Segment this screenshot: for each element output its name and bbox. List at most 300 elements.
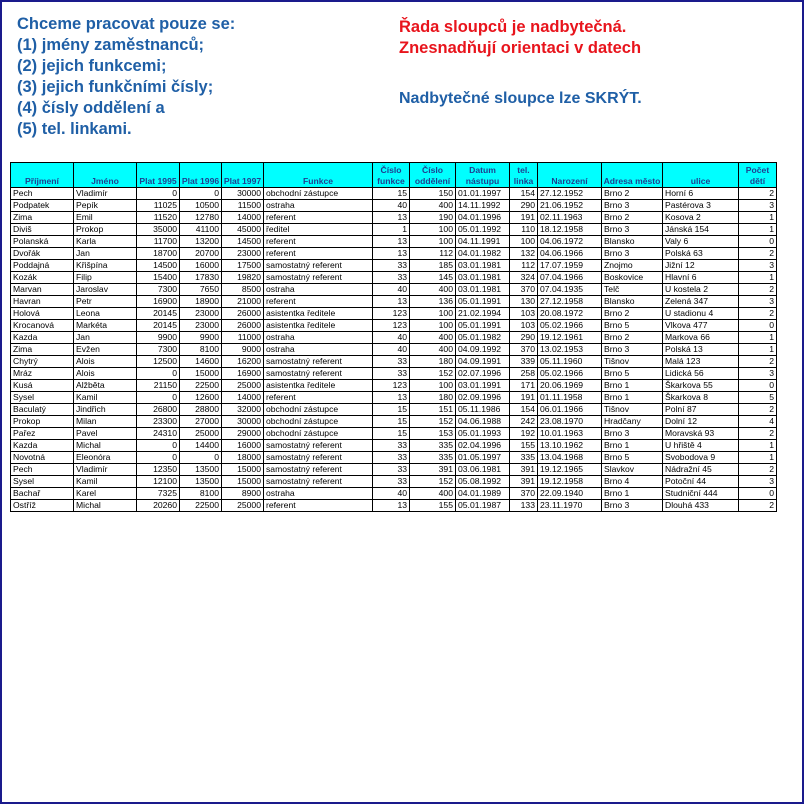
table-cell[interactable]: Slavkov (602, 464, 663, 476)
table-row[interactable] (11, 500, 777, 512)
table-cell[interactable]: 32000 (222, 404, 264, 416)
table-cell[interactable]: 123 (373, 320, 410, 332)
table-cell[interactable]: 2 (739, 428, 777, 440)
table-cell[interactable]: 151 (410, 404, 456, 416)
table-cell[interactable]: 1 (739, 332, 777, 344)
table-row[interactable] (11, 200, 777, 212)
table-cell[interactable]: 33 (373, 368, 410, 380)
table-cell[interactable]: Filip (74, 272, 137, 284)
table-cell[interactable]: Boskovice (602, 272, 663, 284)
table-cell[interactable]: 12600 (180, 392, 222, 404)
column-header[interactable]: Číslo funkce (373, 163, 410, 188)
table-cell[interactable]: 12500 (137, 356, 180, 368)
table-cell[interactable]: Novotná (11, 452, 74, 464)
table-cell[interactable]: 33 (373, 452, 410, 464)
table-cell[interactable]: 258 (510, 368, 538, 380)
table-cell[interactable]: 1 (739, 272, 777, 284)
table-cell[interactable]: 13 (373, 212, 410, 224)
table-cell[interactable]: 2 (739, 308, 777, 320)
table-cell[interactable]: obchodní zástupce (264, 188, 373, 200)
table-cell[interactable]: Jaroslav (74, 284, 137, 296)
table-cell[interactable]: 13 (373, 392, 410, 404)
table-cell[interactable]: Karel (74, 488, 137, 500)
table-cell[interactable]: 11500 (222, 200, 264, 212)
table-cell[interactable]: 370 (510, 344, 538, 356)
table-cell[interactable]: samostatný referent (264, 272, 373, 284)
table-cell[interactable]: 242 (510, 416, 538, 428)
table-cell[interactable]: Jindřich (74, 404, 137, 416)
table-cell[interactable]: Brno 2 (602, 332, 663, 344)
table-cell[interactable]: samostatný referent (264, 356, 373, 368)
table-cell[interactable]: 23.11.1970 (538, 500, 602, 512)
table-cell[interactable]: 20260 (137, 500, 180, 512)
table-cell[interactable]: 400 (410, 332, 456, 344)
table-cell[interactable]: 26000 (222, 320, 264, 332)
table-cell[interactable]: 0 (739, 236, 777, 248)
table-cell[interactable]: 1 (739, 452, 777, 464)
column-header[interactable]: Plat 1995 (137, 163, 180, 188)
table-cell[interactable]: U hřiště 4 (663, 440, 739, 452)
table-cell[interactable]: 40 (373, 344, 410, 356)
table-cell[interactable]: 339 (510, 356, 538, 368)
table-cell[interactable]: Brno 1 (602, 440, 663, 452)
table-cell[interactable]: 14000 (222, 212, 264, 224)
table-cell[interactable]: 18700 (137, 248, 180, 260)
table-row[interactable] (11, 284, 777, 296)
table-cell[interactable]: 20700 (180, 248, 222, 260)
table-cell[interactable]: Hlavní 6 (663, 272, 739, 284)
table-cell[interactable]: 191 (510, 212, 538, 224)
table-cell[interactable]: obchodní zástupce (264, 428, 373, 440)
table-cell[interactable]: Polská 13 (663, 344, 739, 356)
table-cell[interactable]: Jánská 154 (663, 224, 739, 236)
table-cell[interactable]: Křišpína (74, 260, 137, 272)
table-cell[interactable]: U kostela 2 (663, 284, 739, 296)
table-cell[interactable]: 33 (373, 272, 410, 284)
table-cell[interactable]: 7300 (137, 344, 180, 356)
column-header[interactable]: Adresa město (602, 163, 663, 188)
table-cell[interactable]: Brno 3 (602, 248, 663, 260)
table-cell[interactable]: 153 (410, 428, 456, 440)
column-header[interactable]: Plat 1997 (222, 163, 264, 188)
table-cell[interactable]: 03.06.1981 (456, 464, 510, 476)
table-cell[interactable]: Kamil (74, 476, 137, 488)
table-cell[interactable]: obchodní zástupce (264, 404, 373, 416)
table-cell[interactable]: Pavel (74, 428, 137, 440)
table-cell[interactable]: 02.11.1963 (538, 212, 602, 224)
table-cell[interactable]: 12780 (180, 212, 222, 224)
table-cell[interactable]: 15 (373, 404, 410, 416)
table-cell[interactable]: 15000 (180, 368, 222, 380)
table-cell[interactable]: 21.06.1952 (538, 200, 602, 212)
table-cell[interactable]: 14500 (137, 260, 180, 272)
table-row[interactable] (11, 248, 777, 260)
table-cell[interactable]: 391 (510, 476, 538, 488)
table-cell[interactable]: 22500 (180, 380, 222, 392)
table-cell[interactable]: Alois (74, 356, 137, 368)
table-cell[interactable]: Pech (11, 464, 74, 476)
table-cell[interactable]: 02.04.1996 (456, 440, 510, 452)
table-cell[interactable]: 8900 (222, 488, 264, 500)
table-cell[interactable]: 23.08.1970 (538, 416, 602, 428)
table-cell[interactable]: 14.11.1992 (456, 200, 510, 212)
table-cell[interactable]: Petr (74, 296, 137, 308)
table-cell[interactable]: 15000 (222, 476, 264, 488)
table-cell[interactable]: referent (264, 248, 373, 260)
table-row[interactable] (11, 428, 777, 440)
table-cell[interactable]: 0 (739, 320, 777, 332)
table-row[interactable] (11, 308, 777, 320)
table-cell[interactable]: 06.01.1966 (538, 404, 602, 416)
table-cell[interactable]: 27000 (180, 416, 222, 428)
table-cell[interactable]: 02.07.1996 (456, 368, 510, 380)
table-cell[interactable]: 2 (739, 248, 777, 260)
table-cell[interactable]: 9900 (180, 332, 222, 344)
table-cell[interactable]: Dlouhá 433 (663, 500, 739, 512)
table-cell[interactable]: Vlkova 477 (663, 320, 739, 332)
table-cell[interactable]: 02.09.1996 (456, 392, 510, 404)
table-cell[interactable]: 8100 (180, 344, 222, 356)
table-cell[interactable]: Pastérova 3 (663, 200, 739, 212)
table-cell[interactable]: 14400 (180, 440, 222, 452)
table-cell[interactable]: 290 (510, 200, 538, 212)
table-cell[interactable]: Zima (11, 344, 74, 356)
table-cell[interactable]: 335 (410, 452, 456, 464)
table-cell[interactable]: 391 (410, 464, 456, 476)
table-cell[interactable]: 25000 (222, 500, 264, 512)
table-cell[interactable]: 24310 (137, 428, 180, 440)
table-cell[interactable]: 154 (510, 404, 538, 416)
table-cell[interactable]: 23300 (137, 416, 180, 428)
table-cell[interactable]: Brno 5 (602, 452, 663, 464)
table-cell[interactable]: Pech (11, 188, 74, 200)
table-cell[interactable]: Krocanová (11, 320, 74, 332)
table-cell[interactable]: referent (264, 296, 373, 308)
table-cell[interactable]: 17500 (222, 260, 264, 272)
table-cell[interactable]: 13500 (180, 464, 222, 476)
table-cell[interactable]: 13.04.1968 (538, 452, 602, 464)
table-cell[interactable]: 4 (739, 416, 777, 428)
table-cell[interactable]: Jižní 12 (663, 260, 739, 272)
table-cell[interactable]: 7300 (137, 284, 180, 296)
table-cell[interactable]: 3 (739, 296, 777, 308)
table-cell[interactable]: Polní 87 (663, 404, 739, 416)
table-cell[interactable]: 154 (510, 188, 538, 200)
table-cell[interactable]: 40 (373, 200, 410, 212)
table-cell[interactable]: Kazda (11, 440, 74, 452)
table-cell[interactable]: Michal (74, 500, 137, 512)
column-header[interactable]: Narození (538, 163, 602, 188)
table-cell[interactable]: Brno 1 (602, 380, 663, 392)
table-cell[interactable]: U stadionu 4 (663, 308, 739, 320)
table-cell[interactable]: samostatný referent (264, 260, 373, 272)
table-cell[interactable]: 324 (510, 272, 538, 284)
table-cell[interactable]: 05.08.1992 (456, 476, 510, 488)
table-cell[interactable]: Ostříž (11, 500, 74, 512)
table-cell[interactable]: Poddajná (11, 260, 74, 272)
table-cell[interactable]: 25000 (180, 428, 222, 440)
table-cell[interactable]: 400 (410, 488, 456, 500)
table-cell[interactable]: 110 (510, 224, 538, 236)
table-cell[interactable]: 40 (373, 332, 410, 344)
table-cell[interactable]: 33 (373, 356, 410, 368)
table-cell[interactable]: Markéta (74, 320, 137, 332)
table-cell[interactable]: 11700 (137, 236, 180, 248)
table-cell[interactable]: 19.12.1958 (538, 476, 602, 488)
table-cell[interactable]: 14500 (222, 236, 264, 248)
table-cell[interactable]: 01.01.1997 (456, 188, 510, 200)
table-cell[interactable]: 04.11.1991 (456, 236, 510, 248)
table-cell[interactable]: 0 (180, 452, 222, 464)
column-header[interactable]: Číslo oddělení (410, 163, 456, 188)
table-cell[interactable]: Dvořák (11, 248, 74, 260)
table-cell[interactable]: 16000 (222, 440, 264, 452)
table-cell[interactable]: Brno 3 (602, 224, 663, 236)
table-cell[interactable]: 13.10.1962 (538, 440, 602, 452)
table-cell[interactable]: 0 (180, 188, 222, 200)
table-cell[interactable]: Moravská 93 (663, 428, 739, 440)
table-cell[interactable]: Vladimír (74, 464, 137, 476)
column-header[interactable]: Jméno (74, 163, 137, 188)
table-cell[interactable]: Mráz (11, 368, 74, 380)
table-cell[interactable]: 180 (410, 356, 456, 368)
table-cell[interactable]: Baculatý (11, 404, 74, 416)
table-row[interactable] (11, 212, 777, 224)
table-cell[interactable]: Karla (74, 236, 137, 248)
table-cell[interactable]: 0 (739, 488, 777, 500)
table-cell[interactable]: Markova 66 (663, 332, 739, 344)
table-cell[interactable]: 152 (410, 476, 456, 488)
table-cell[interactable]: 07.04.1935 (538, 284, 602, 296)
table-cell[interactable]: 33 (373, 440, 410, 452)
table-cell[interactable]: Polanská (11, 236, 74, 248)
table-cell[interactable]: 20.06.1969 (538, 380, 602, 392)
table-cell[interactable]: 290 (510, 332, 538, 344)
table-cell[interactable]: 30000 (222, 188, 264, 200)
table-cell[interactable]: 18000 (222, 452, 264, 464)
table-cell[interactable]: 7650 (180, 284, 222, 296)
table-row[interactable] (11, 236, 777, 248)
table-cell[interactable]: 100 (410, 308, 456, 320)
table-cell[interactable]: 04.01.1982 (456, 248, 510, 260)
table-cell[interactable]: 0 (137, 440, 180, 452)
table-cell[interactable]: Vladimír (74, 188, 137, 200)
table-cell[interactable]: 41100 (180, 224, 222, 236)
table-cell[interactable]: 391 (510, 464, 538, 476)
table-cell[interactable]: Kusá (11, 380, 74, 392)
table-cell[interactable]: referent (264, 500, 373, 512)
table-cell[interactable]: 25000 (222, 380, 264, 392)
table-cell[interactable]: Jan (74, 248, 137, 260)
table-cell[interactable]: Prokop (74, 224, 137, 236)
table-cell[interactable]: 7325 (137, 488, 180, 500)
table-cell[interactable]: Brno 3 (602, 200, 663, 212)
table-cell[interactable]: 26800 (137, 404, 180, 416)
table-cell[interactable]: 04.01.1989 (456, 488, 510, 500)
table-cell[interactable]: 15400 (137, 272, 180, 284)
table-cell[interactable]: Brno 1 (602, 392, 663, 404)
table-row[interactable] (11, 188, 777, 200)
table-cell[interactable]: Podpatek (11, 200, 74, 212)
table-cell[interactable]: 01.05.1997 (456, 452, 510, 464)
table-cell[interactable]: 20.08.1972 (538, 308, 602, 320)
table-cell[interactable]: Kamil (74, 392, 137, 404)
table-cell[interactable]: Evžen (74, 344, 137, 356)
table-cell[interactable]: Eleonóra (74, 452, 137, 464)
table-cell[interactable]: 17830 (180, 272, 222, 284)
table-row[interactable] (11, 320, 777, 332)
table-cell[interactable]: 123 (373, 380, 410, 392)
table-cell[interactable]: 123 (373, 308, 410, 320)
table-cell[interactable]: samostatný referent (264, 440, 373, 452)
table-cell[interactable]: 103 (510, 308, 538, 320)
table-cell[interactable]: 21.02.1994 (456, 308, 510, 320)
table-cell[interactable]: obchodní zástupce (264, 416, 373, 428)
table-cell[interactable]: 100 (410, 380, 456, 392)
table-row[interactable] (11, 296, 777, 308)
table-cell[interactable]: ostraha (264, 284, 373, 296)
table-cell[interactable]: Brno 3 (602, 500, 663, 512)
table-cell[interactable]: 9000 (222, 344, 264, 356)
table-cell[interactable]: 13200 (180, 236, 222, 248)
table-cell[interactable]: 13500 (180, 476, 222, 488)
table-cell[interactable]: 2 (739, 500, 777, 512)
table-cell[interactable]: 3 (739, 200, 777, 212)
table-cell[interactable]: 15000 (222, 464, 264, 476)
table-cell[interactable]: 2 (739, 356, 777, 368)
table-cell[interactable]: 1 (739, 440, 777, 452)
table-cell[interactable]: 8500 (222, 284, 264, 296)
table-cell[interactable]: Leona (74, 308, 137, 320)
table-row[interactable] (11, 476, 777, 488)
table-cell[interactable]: Brno 3 (602, 344, 663, 356)
table-cell[interactable]: Jan (74, 332, 137, 344)
table-cell[interactable]: samostatný referent (264, 464, 373, 476)
table-cell[interactable]: Brno 2 (602, 188, 663, 200)
table-cell[interactable]: 33 (373, 260, 410, 272)
table-cell[interactable]: Horní 6 (663, 188, 739, 200)
table-cell[interactable]: 29000 (222, 428, 264, 440)
table-cell[interactable]: Kosova 2 (663, 212, 739, 224)
table-cell[interactable]: 18900 (180, 296, 222, 308)
table-cell[interactable]: 15 (373, 428, 410, 440)
table-cell[interactable]: 05.01.1987 (456, 500, 510, 512)
table-cell[interactable]: 20145 (137, 308, 180, 320)
table-cell[interactable]: 171 (510, 380, 538, 392)
table-cell[interactable]: 18.12.1958 (538, 224, 602, 236)
table-cell[interactable]: 14000 (222, 392, 264, 404)
table-cell[interactable]: 19.12.1961 (538, 332, 602, 344)
table-cell[interactable]: 13 (373, 236, 410, 248)
table-cell[interactable]: Pařez (11, 428, 74, 440)
table-cell[interactable]: Valy 6 (663, 236, 739, 248)
table-cell[interactable]: 05.02.1966 (538, 368, 602, 380)
table-cell[interactable]: Tišnov (602, 404, 663, 416)
table-cell[interactable]: 0 (137, 368, 180, 380)
table-cell[interactable]: 2 (739, 464, 777, 476)
table-cell[interactable]: samostatný referent (264, 476, 373, 488)
table-cell[interactable]: Alžběta (74, 380, 137, 392)
table-cell[interactable]: referent (264, 236, 373, 248)
table-cell[interactable]: Emil (74, 212, 137, 224)
table-row[interactable] (11, 356, 777, 368)
table-cell[interactable]: 10500 (180, 200, 222, 212)
table-cell[interactable]: ostraha (264, 488, 373, 500)
table-cell[interactable]: 14600 (180, 356, 222, 368)
table-cell[interactable]: 133 (510, 500, 538, 512)
table-row[interactable] (11, 452, 777, 464)
table-cell[interactable]: 100 (510, 236, 538, 248)
table-cell[interactable]: 400 (410, 284, 456, 296)
column-header[interactable]: ulice (663, 163, 739, 188)
table-cell[interactable]: 26000 (222, 308, 264, 320)
table-cell[interactable]: 112 (410, 248, 456, 260)
table-cell[interactable]: 19820 (222, 272, 264, 284)
table-cell[interactable]: 2 (739, 284, 777, 296)
table-cell[interactable]: 30000 (222, 416, 264, 428)
table-cell[interactable]: 13.02.1953 (538, 344, 602, 356)
table-cell[interactable]: Lidická 56 (663, 368, 739, 380)
table-cell[interactable]: Potoční 44 (663, 476, 739, 488)
table-cell[interactable]: Prokop (11, 416, 74, 428)
table-cell[interactable]: 370 (510, 284, 538, 296)
table-cell[interactable]: Hradčany (602, 416, 663, 428)
table-cell[interactable]: Pepík (74, 200, 137, 212)
table-cell[interactable]: 5 (739, 392, 777, 404)
table-cell[interactable]: Kazda (11, 332, 74, 344)
table-cell[interactable]: 22500 (180, 500, 222, 512)
table-cell[interactable]: Tišnov (602, 356, 663, 368)
table-cell[interactable]: 04.01.1996 (456, 212, 510, 224)
table-cell[interactable]: 05.01.1992 (456, 224, 510, 236)
table-cell[interactable]: Alois (74, 368, 137, 380)
table-cell[interactable]: 103 (510, 320, 538, 332)
table-cell[interactable]: Polská 63 (663, 248, 739, 260)
table-row[interactable] (11, 272, 777, 284)
table-cell[interactable]: 10.01.1963 (538, 428, 602, 440)
table-cell[interactable]: 3 (739, 260, 777, 272)
table-cell[interactable]: 155 (510, 440, 538, 452)
table-cell[interactable]: 152 (410, 368, 456, 380)
table-cell[interactable]: Marvan (11, 284, 74, 296)
table-cell[interactable]: 01.11.1958 (538, 392, 602, 404)
table-cell[interactable]: Brno 5 (602, 368, 663, 380)
table-cell[interactable]: 112 (510, 260, 538, 272)
table-cell[interactable]: Brno 3 (602, 428, 663, 440)
table-cell[interactable]: 05.11.1960 (538, 356, 602, 368)
table-cell[interactable]: Kozák (11, 272, 74, 284)
table-cell[interactable]: 12100 (137, 476, 180, 488)
table-row[interactable] (11, 224, 777, 236)
table-cell[interactable]: 13 (373, 500, 410, 512)
table-cell[interactable]: 100 (410, 236, 456, 248)
table-cell[interactable]: referent (264, 212, 373, 224)
table-cell[interactable]: 05.02.1966 (538, 320, 602, 332)
table-cell[interactable]: Studniční 444 (663, 488, 739, 500)
table-cell[interactable]: 05.01.1993 (456, 428, 510, 440)
table-cell[interactable]: 07.04.1966 (538, 272, 602, 284)
table-cell[interactable]: 11025 (137, 200, 180, 212)
table-cell[interactable]: 0 (137, 392, 180, 404)
table-cell[interactable]: 400 (410, 200, 456, 212)
table-cell[interactable]: Nádražní 45 (663, 464, 739, 476)
table-cell[interactable]: Blansko (602, 296, 663, 308)
table-row[interactable] (11, 392, 777, 404)
column-header[interactable]: Příjmení (11, 163, 74, 188)
table-cell[interactable]: Telč (602, 284, 663, 296)
table-cell[interactable]: 05.01.1982 (456, 332, 510, 344)
table-cell[interactable]: Sysel (11, 392, 74, 404)
